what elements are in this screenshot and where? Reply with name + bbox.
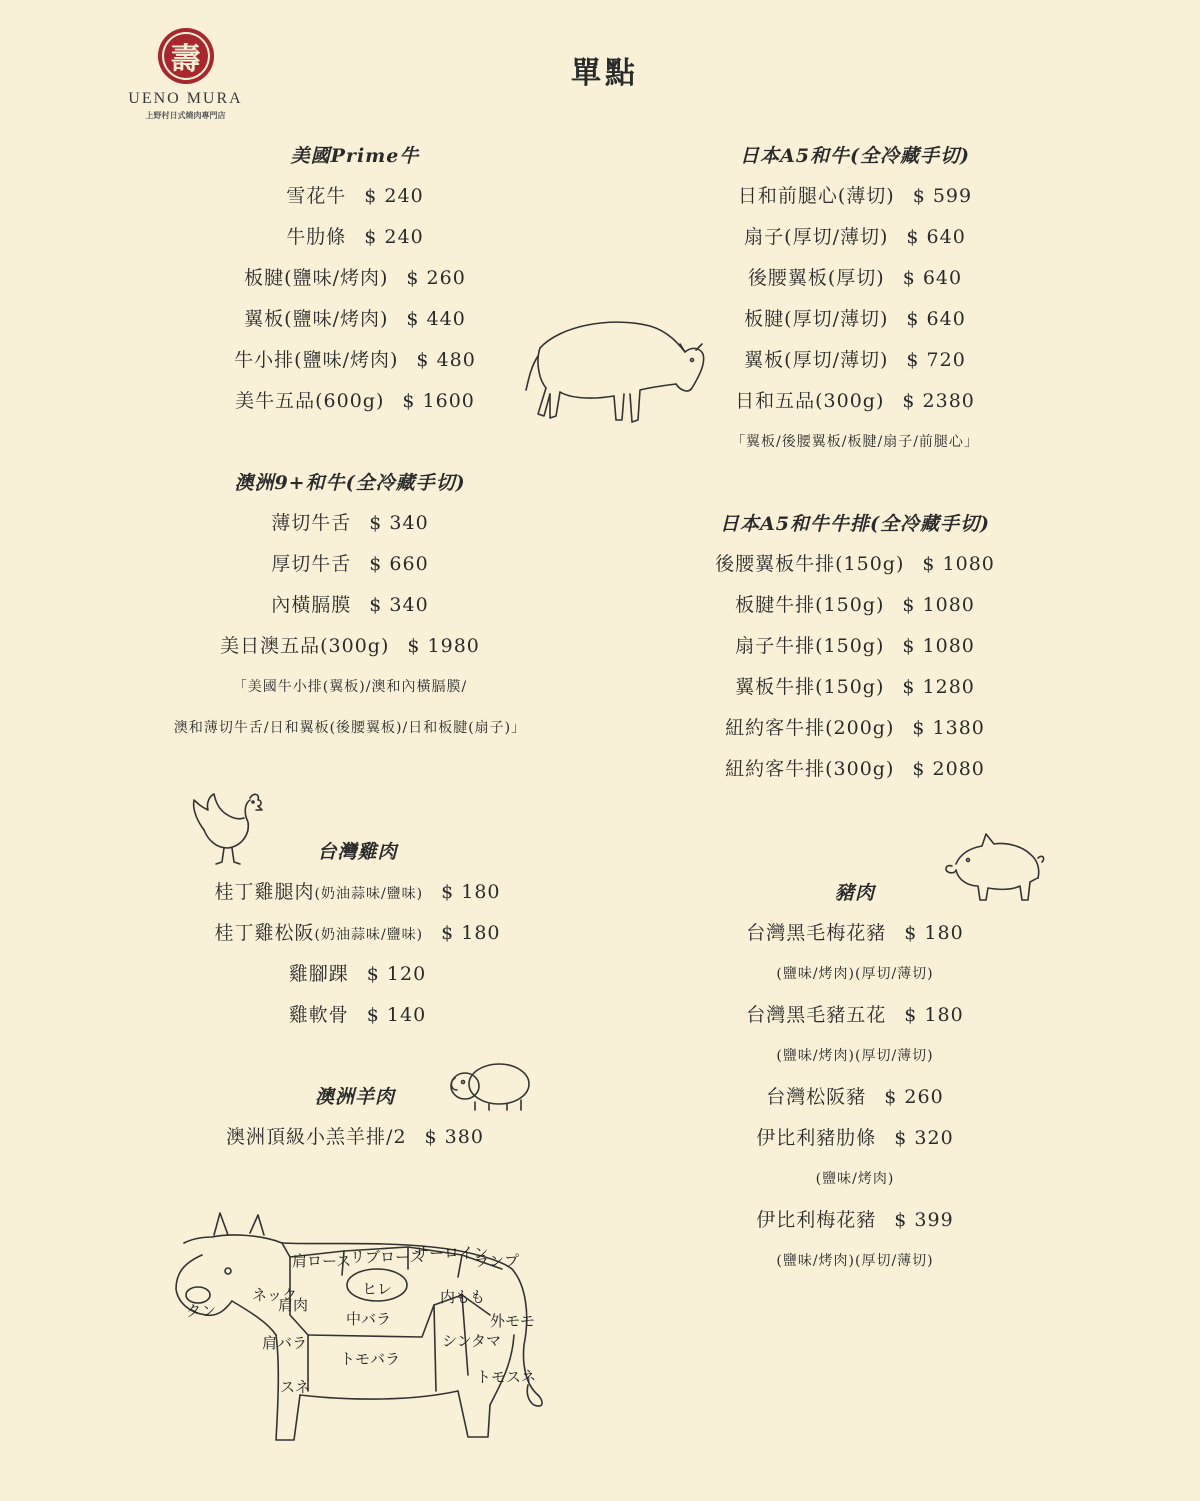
menu-item	[690, 381, 1020, 422]
section-title: 澳洲羊肉	[314, 1086, 395, 1108]
rooster-icon	[188, 788, 268, 868]
section-title: 豬肉	[834, 882, 875, 904]
item-note: (鹽味/烤肉)	[815, 1171, 895, 1187]
menu-item	[690, 258, 1020, 299]
cut-label-uchimomo: 内もも	[440, 1288, 486, 1306]
item-price: $ 399	[894, 1209, 954, 1231]
logo-name: UENO MURA	[128, 90, 243, 107]
item-name: 雞軟骨	[288, 1004, 349, 1026]
logo-subtitle: 上野村日式燒肉專門店	[145, 110, 226, 120]
item-name: 伊比利豬肋條	[756, 1127, 877, 1149]
menu-item	[690, 176, 1020, 217]
item-price: $ 1980	[407, 635, 480, 657]
item-price: $ 260	[406, 267, 466, 289]
item-name: 後腰翼板牛排(150g)	[715, 553, 905, 575]
item-name: 台灣黑毛梅花豬	[746, 922, 887, 944]
item-name: 牛小排(鹽味/烤肉)	[234, 349, 399, 371]
menu-item	[680, 667, 1030, 708]
menu-item	[110, 585, 590, 626]
item-note: (鹽味/烤肉)(厚切/薄切)	[776, 1253, 934, 1269]
combo-note: 澳和薄切牛舌/日和翼板(後腰翼板)/日和板腱(扇子)」	[173, 720, 527, 736]
item-name: 紐約客牛排(200g)	[725, 717, 895, 739]
logo-seal: 壽	[158, 28, 214, 84]
item-name: 厚切牛舌	[271, 553, 352, 575]
menu-item	[170, 872, 545, 913]
section-jp-steak	[680, 504, 1030, 790]
section-us-prime	[200, 136, 510, 422]
combo-note: 「翼板/後腰翼板/板腱/扇子/前腿心」	[731, 434, 979, 450]
item-name: 翼板牛排(150g)	[735, 676, 885, 698]
cut-label-sotomomo: 外モモ	[490, 1312, 536, 1330]
menu-item	[680, 626, 1030, 667]
item-price: $ 180	[904, 922, 964, 944]
item-price: $ 380	[424, 1126, 484, 1148]
cut-label-sirloin: サーロイン	[414, 1244, 489, 1262]
item-name: 翼板(鹽味/烤肉)	[244, 308, 389, 330]
menu-item	[110, 626, 590, 667]
cut-label-kataroosu: 肩ロース	[292, 1252, 352, 1270]
menu-item	[700, 1118, 1010, 1159]
menu-item	[680, 708, 1030, 749]
item-detail: (奶油蒜味/鹽味)	[314, 886, 424, 902]
item-name: 薄切牛舌	[271, 512, 352, 534]
cut-label-shintama: シンタマ	[442, 1332, 502, 1350]
menu-item	[700, 1200, 1010, 1241]
item-price: $ 1080	[922, 553, 995, 575]
item-price: $ 340	[369, 594, 429, 616]
pig-icon	[942, 830, 1047, 905]
cut-label-neck: ネック	[252, 1286, 298, 1304]
menu-item	[700, 1077, 1010, 1118]
item-note: (鹽味/烤肉)(厚切/薄切)	[776, 966, 934, 982]
item-price: $ 1280	[902, 676, 975, 698]
item-name: 扇子牛排(150g)	[735, 635, 885, 657]
item-price: $ 120	[366, 963, 427, 985]
item-name: 牛肋條	[286, 226, 347, 248]
section-title: 台灣雞肉	[317, 841, 398, 863]
item-name: 伊比利梅花豬	[756, 1209, 877, 1231]
menu-item	[700, 995, 1010, 1036]
item-name: 板腱(鹽味/烤肉)	[244, 267, 389, 289]
item-price: $ 2080	[912, 758, 985, 780]
item-price: $ 340	[369, 512, 429, 534]
item-price: $ 1080	[902, 594, 975, 616]
item-name: 雞腳踝	[288, 963, 349, 985]
item-price: $ 240	[364, 185, 424, 207]
cut-label-nakabara: 中バラ	[346, 1310, 392, 1328]
section-jp-a5	[690, 136, 1020, 463]
item-name: 扇子(厚切/薄切)	[744, 226, 889, 248]
menu-item	[200, 340, 510, 381]
item-name: 翼板(厚切/薄切)	[744, 349, 889, 371]
item-price: $ 180	[441, 881, 501, 903]
item-name: 日和前腿心(薄切)	[737, 185, 895, 207]
cut-label-sune: スネ	[280, 1378, 311, 1396]
item-detail: (奶油蒜味/鹽味)	[314, 927, 424, 943]
cow-icon	[520, 308, 710, 433]
item-price: $ 660	[369, 553, 429, 575]
item-name: 台灣松阪豬	[766, 1086, 867, 1108]
item-note: (鹽味/烤肉)(厚切/薄切)	[776, 1048, 934, 1064]
sheep-icon	[445, 1056, 535, 1116]
item-price: $ 320	[894, 1127, 954, 1149]
item-price: $ 180	[441, 922, 501, 944]
item-price: $ 480	[416, 349, 476, 371]
menu-item	[200, 1117, 510, 1158]
item-name: 台灣黑毛豬五花	[746, 1004, 887, 1026]
menu-item	[200, 176, 510, 217]
menu-item	[680, 544, 1030, 585]
item-price: $ 640	[902, 267, 963, 289]
menu-item	[200, 258, 510, 299]
section-title: 日本A5和牛牛排(全冷藏手切)	[720, 513, 990, 535]
section-title: 美國Prime牛	[290, 145, 420, 167]
item-name: 桂丁雞松阪	[214, 922, 315, 944]
cut-label-ribroosu: リブロース	[350, 1248, 425, 1266]
item-name: 板腱(厚切/薄切)	[744, 308, 889, 330]
section-title: 日本A5和牛(全冷藏手切)	[740, 145, 970, 167]
item-name: 板腱牛排(150g)	[735, 594, 885, 616]
menu-item	[200, 299, 510, 340]
item-price: $ 2380	[902, 390, 975, 412]
menu-item	[170, 995, 545, 1036]
section-title: 澳洲9+和牛(全冷藏手切)	[234, 472, 466, 494]
item-name: 雪花牛	[286, 185, 347, 207]
cut-label-tomosune: トモスネ	[476, 1368, 537, 1386]
menu-item	[170, 954, 545, 995]
menu-item	[690, 217, 1020, 258]
cut-label-hire: ヒレ	[362, 1280, 393, 1298]
menu-item	[690, 299, 1020, 340]
item-price: $ 1380	[912, 717, 985, 739]
section-au-wagyu	[110, 463, 590, 749]
combo-note: 「美國牛小排(翼板)/澳和內橫膈膜/	[232, 679, 468, 695]
cut-label-tan: タン	[186, 1302, 217, 1320]
item-price: $ 640	[906, 308, 966, 330]
item-name: 紐約客牛排(300g)	[725, 758, 895, 780]
item-price: $ 240	[364, 226, 424, 248]
item-name: 桂丁雞腿肉	[214, 881, 315, 903]
item-name: 後腰翼板(厚切)	[747, 267, 885, 289]
item-price: $ 1600	[402, 390, 475, 412]
cut-label-rump: ランプ	[474, 1252, 520, 1270]
menu-item	[110, 544, 590, 585]
menu-item	[170, 913, 545, 954]
item-price: $ 260	[884, 1086, 944, 1108]
item-price: $ 180	[904, 1004, 964, 1026]
item-price: $ 599	[912, 185, 973, 207]
menu-item	[200, 381, 510, 422]
cut-label-katabara: 肩バラ	[262, 1334, 308, 1352]
item-price: $ 640	[906, 226, 966, 248]
menu-item	[690, 340, 1020, 381]
menu-item	[110, 503, 590, 544]
item-name: 澳洲頂級小羔羊排/2	[226, 1126, 407, 1148]
item-name: 美牛五品(600g)	[235, 390, 385, 412]
item-name: 日和五品(300g)	[735, 390, 885, 412]
item-price: $ 720	[906, 349, 966, 371]
section-pork	[700, 873, 1010, 1282]
cut-label-tomobara: トモバラ	[340, 1350, 401, 1368]
item-name: 美日澳五品(300g)	[220, 635, 390, 657]
item-price: $ 1080	[902, 635, 975, 657]
item-price: $ 140	[366, 1004, 427, 1026]
page-title: 單點	[571, 56, 639, 91]
menu-item	[680, 749, 1030, 790]
menu-item	[200, 217, 510, 258]
item-price: $ 440	[406, 308, 466, 330]
cut-label-kataniku: 肩肉	[278, 1296, 309, 1314]
menu-item	[700, 913, 1010, 954]
item-name: 內橫膈膜	[271, 594, 352, 616]
menu-item	[680, 585, 1030, 626]
